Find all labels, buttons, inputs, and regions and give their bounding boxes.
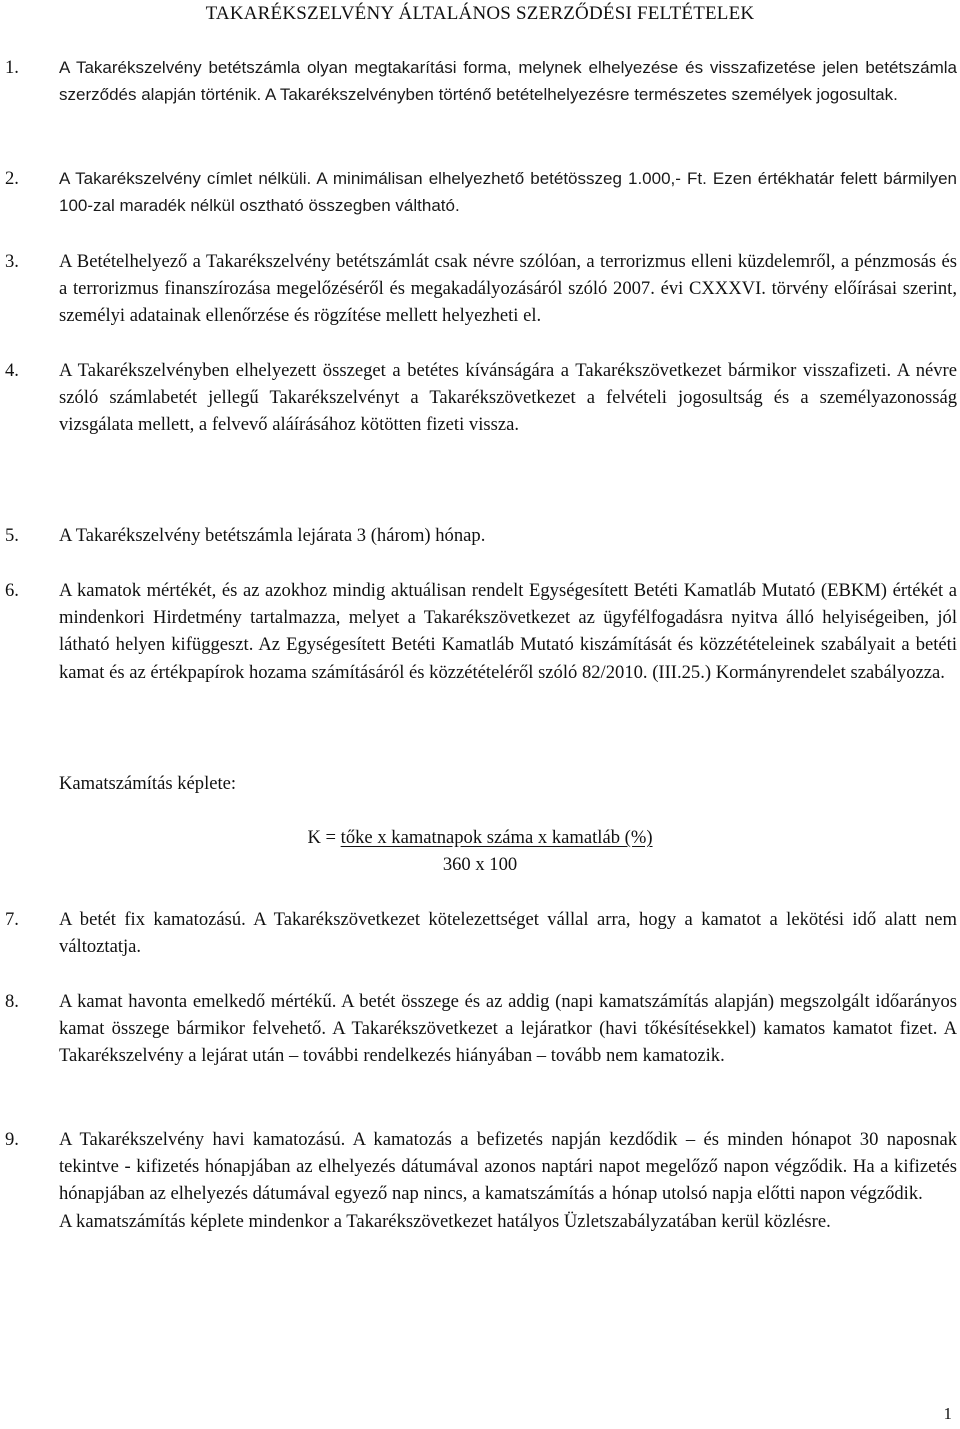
page-number: 1: [943, 1404, 952, 1423]
section-5: [5, 522, 957, 549]
section-3: [5, 248, 957, 330]
section-number: 9.: [5, 1129, 19, 1150]
formula-numerator-line: [0, 824, 960, 851]
section-text: A Takarékszelvényben elhelyezett összeget a betétes kívánságára a Takarékszövetkezet bármikor visszafizeti. A névre szóló számlabetét jellegű Takarékszelvényt a Takarékszövetkezet a felvételi jogosultság és a személyazonosság vizsgálata mellett, a felvevő aláírásához kötötten fizeti vissza.: [59, 360, 957, 436]
section-number: 3.: [5, 251, 19, 272]
section-number: 5.: [5, 525, 19, 546]
section-text: A Betételhelyező a Takarékszelvény betétszámlát csak névre szólóan, a terrorizmus elleni küzdelemről, a pénzmosás és a terrorizmus finanszírozása megelőzéséről és megakadályozásáról szóló 2007. évi CXXXVI. törvény előírásai szerint, személyi adatainak ellenőrzése és rögzítése mellett helyezheti el.: [59, 251, 957, 327]
section-text: A Takarékszelvény betétszámla olyan megtakarítási forma, melynek elhelyezése és visszafizetése jelen betétszámla szerződés alapján történik. A Takarékszelvényben történő betételhelyezésre természetes személyek jogosultak.: [59, 58, 957, 105]
section-text: A Takarékszelvény betétszámla lejárata 3 (három) hónap.: [59, 525, 486, 546]
section-text: A kamatok mértékét, és az azokhoz mindig aktuálisan rendelt Egységesített Betéti Kamatláb Mutató (EBKM) értékét a mindenkori Hirdetmény tartalmazza, melyet a Takarékszövetkezet az ügyfélfogadásra nyitva álló helyiségeiben, jól látható helyen kifüggeszt. Az Egységesített Betéti Kamatláb Mutató kiszámítását és közzétételeinek szabályait a betéti kamat és az értékpapírok hozama számításáról és közzétételéről szóló 82/2010. (III.25.) Kormányrendelet szabályozza.: [59, 580, 957, 683]
section-text: A Takarékszelvény havi kamatozású. A kamatozás a befizetés napján kezdődik – és minden hónapot 30 naposnak tekintve - kifizetés hónapjában az elhelyezés dátumával azonos naptári napot megelőző napon végződik. Ha a kifizetés hónapjában az elhelyezés dátumával egyező nap nincs, a kamatszámítás a hónap utolsó napja előtti napon végződik.: [59, 1129, 957, 1205]
section-text: A betét fix kamatozású. A Takarékszövetkezet kötelezettséget vállal arra, hogy a kamatot a lekötési idő alatt nem változtatja.: [59, 909, 957, 958]
section-number: 8.: [5, 991, 19, 1012]
section-text: A kamat havonta emelkedő mértékű. A betét összege és az addig (napi kamatszámítás alapján) megszolgált időarányos kamat összege bármikor felvehető. A Takarékszövetkezet a lejáratkor (havi tőkésítésekkel) kamatos kamatot fizet. A Takarékszelvény a lejárat után – további rendelkezés hiányában – tovább nem kamatozik.: [59, 991, 957, 1067]
section-1: [5, 54, 957, 108]
document-title: TAKARÉKSZELVÉNY ÁLTALÁNOS SZERZŐDÉSI FELTÉTELEK: [205, 3, 755, 24]
section-text: A Takarékszelvény címlet nélküli. A minimálisan elhelyezhető betétösszeg 1.000,- Ft. Ezen értékhatár felett bármilyen 100-zal maradék nélkül osztható összegben váltható.: [59, 169, 957, 216]
section-number: 2.: [5, 168, 19, 189]
formula-prefix: K =: [307, 827, 341, 848]
section-9: [5, 1126, 957, 1235]
section-text-continued: A kamatszámítás képlete mindenkor a Takarékszövetkezet hatályos Üzletszabályzatában kerül közlésre.: [59, 1210, 831, 1232]
section-2: [5, 165, 957, 219]
formula-label: Kamatszámítás képlete:: [59, 773, 237, 794]
section-number: 4.: [5, 360, 19, 381]
section-text-block: [59, 1126, 957, 1235]
formula-numerator: tőke x kamatnapok száma x kamatláb (%): [340, 827, 653, 848]
section-4: [5, 357, 957, 439]
section-7: [5, 906, 957, 960]
section-number: 6.: [5, 580, 19, 601]
section-8: [5, 988, 957, 1070]
formula-denominator: 360 x 100: [442, 854, 518, 875]
section-number: 7.: [5, 909, 19, 930]
section-6: [5, 577, 957, 686]
section-number: 1.: [5, 57, 19, 78]
